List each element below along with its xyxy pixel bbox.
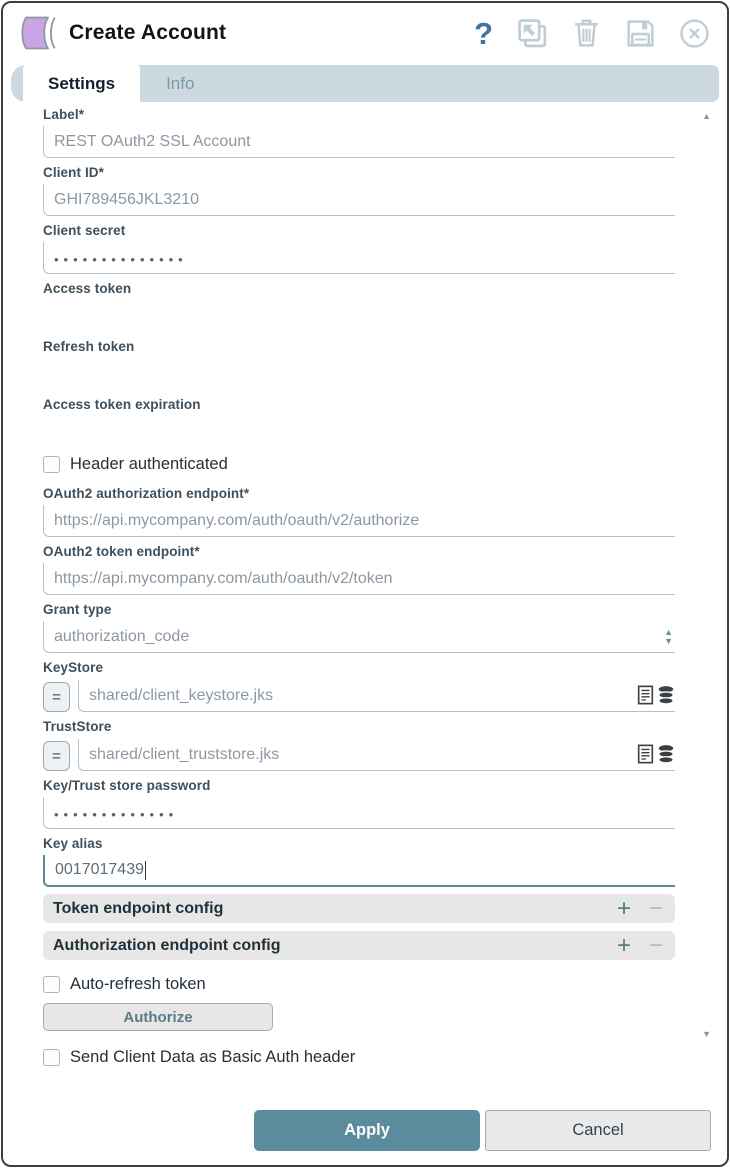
database-browse-icon[interactable]	[657, 744, 675, 764]
client-id-input[interactable]	[43, 184, 675, 216]
add-icon[interactable]: +	[616, 931, 631, 959]
field-client-secret	[43, 223, 675, 274]
field-access-token-expiration	[43, 397, 675, 448]
header-authenticated-label: Header authenticated	[70, 455, 228, 473]
access-token-expiration-input[interactable]	[43, 415, 675, 448]
create-account-dialog	[1, 1, 729, 1167]
section-token-title: Token endpoint config	[53, 899, 224, 917]
grant-type-caption: Grant type	[43, 602, 112, 617]
token-endpoint-caption: OAuth2 token endpoint*	[43, 544, 200, 559]
key-alias-value: 0017017439	[55, 861, 144, 878]
spin-down-icon[interactable]: ▼	[664, 635, 673, 646]
auto-refresh-checkbox[interactable]	[43, 976, 60, 993]
truststore-expression-button[interactable]: =	[43, 741, 70, 771]
save-icon[interactable]	[624, 17, 657, 50]
field-label	[43, 107, 675, 158]
access-token-input[interactable]	[43, 299, 675, 332]
document-browse-icon[interactable]	[637, 744, 654, 764]
access-token-caption: Access token	[43, 281, 132, 296]
spin-up-icon[interactable]: ▲	[664, 626, 673, 637]
text-caret	[145, 861, 147, 880]
header-authenticated-checkbox[interactable]	[43, 456, 60, 473]
field-access-token	[43, 281, 675, 332]
label-input[interactable]	[43, 126, 675, 158]
spinner-icon[interactable]	[664, 628, 673, 646]
help-icon[interactable]: ?	[474, 15, 493, 51]
cancel-button[interactable]: Cancel	[485, 1110, 711, 1151]
section-authorization-title: Authorization endpoint config	[53, 936, 281, 954]
titlebar-actions	[474, 17, 711, 50]
field-token-endpoint	[43, 544, 675, 595]
client-secret-value: ••••••••••••••	[54, 251, 188, 267]
refresh-token-input[interactable]	[43, 357, 675, 390]
export-window-icon[interactable]	[516, 17, 549, 50]
section-token-endpoint-config[interactable]	[43, 894, 675, 923]
account-page-icon	[17, 12, 59, 54]
tab-settings-label: Settings	[48, 73, 116, 93]
auth-endpoint-caption: OAuth2 authorization endpoint*	[43, 486, 250, 501]
keystore-caption: KeyStore	[43, 660, 104, 675]
client-secret-caption: Client secret	[43, 223, 126, 238]
auto-refresh-label: Auto-refresh token	[70, 975, 206, 993]
scroll-up-icon[interactable]: ▲	[702, 111, 711, 121]
truststore-input[interactable]	[78, 739, 675, 771]
field-grant-type	[43, 602, 675, 653]
send-client-data-row	[43, 1048, 675, 1067]
store-password-value: •••••••••••••	[54, 806, 179, 822]
tab-settings[interactable]	[23, 65, 140, 102]
auth-endpoint-input[interactable]	[43, 505, 675, 537]
send-client-data-checkbox[interactable]	[43, 1049, 60, 1066]
key-alias-input[interactable]	[43, 855, 675, 887]
grant-type-value: authorization_code	[54, 627, 190, 645]
field-keystore	[43, 660, 675, 712]
header-authenticated-row	[43, 455, 675, 474]
key-alias-caption: Key alias	[43, 836, 103, 851]
field-refresh-token	[43, 339, 675, 390]
truststore-caption: TrustStore	[43, 719, 112, 734]
client-id-caption: Client ID*	[43, 165, 105, 180]
database-browse-icon[interactable]	[657, 685, 675, 705]
delete-icon[interactable]	[570, 17, 603, 50]
section-authorization-endpoint-config[interactable]	[43, 931, 675, 960]
truststore-value: shared/client_truststore.jks	[89, 745, 280, 763]
dialog-footer	[254, 1110, 711, 1151]
send-client-data-label: Send Client Data as Basic Auth header	[70, 1048, 356, 1066]
field-auth-endpoint	[43, 486, 675, 537]
authorize-button[interactable]: Authorize	[43, 1003, 273, 1031]
grant-type-select[interactable]	[43, 621, 675, 653]
tab-bar	[11, 65, 719, 102]
label-caption: Label*	[43, 107, 85, 122]
access-token-expiration-caption: Access token expiration	[43, 397, 201, 412]
field-truststore	[43, 719, 675, 771]
tab-info-label: Info	[166, 73, 195, 93]
keystore-input[interactable]	[78, 680, 675, 712]
field-store-password	[43, 778, 675, 829]
token-endpoint-input[interactable]	[43, 563, 675, 595]
keystore-value: shared/client_keystore.jks	[89, 686, 274, 704]
remove-icon[interactable]: −	[648, 894, 663, 922]
close-icon[interactable]	[678, 17, 711, 50]
tab-info[interactable]	[140, 65, 220, 102]
add-icon[interactable]: +	[616, 894, 631, 922]
field-key-alias	[43, 836, 675, 887]
store-password-input[interactable]	[43, 797, 675, 829]
remove-icon[interactable]: −	[648, 931, 663, 959]
field-client-id	[43, 165, 675, 216]
apply-button[interactable]: Apply	[254, 1110, 480, 1151]
document-browse-icon[interactable]	[637, 685, 654, 705]
keystore-expression-button[interactable]: =	[43, 682, 70, 712]
refresh-token-caption: Refresh token	[43, 339, 135, 354]
title-bar	[3, 3, 727, 63]
store-password-caption: Key/Trust store password	[43, 778, 211, 793]
client-secret-input[interactable]	[43, 242, 675, 274]
dialog-title: Create Account	[69, 21, 227, 44]
settings-form	[43, 107, 675, 1067]
auto-refresh-row	[43, 975, 675, 994]
scroll-down-icon[interactable]: ▼	[702, 1029, 711, 1039]
